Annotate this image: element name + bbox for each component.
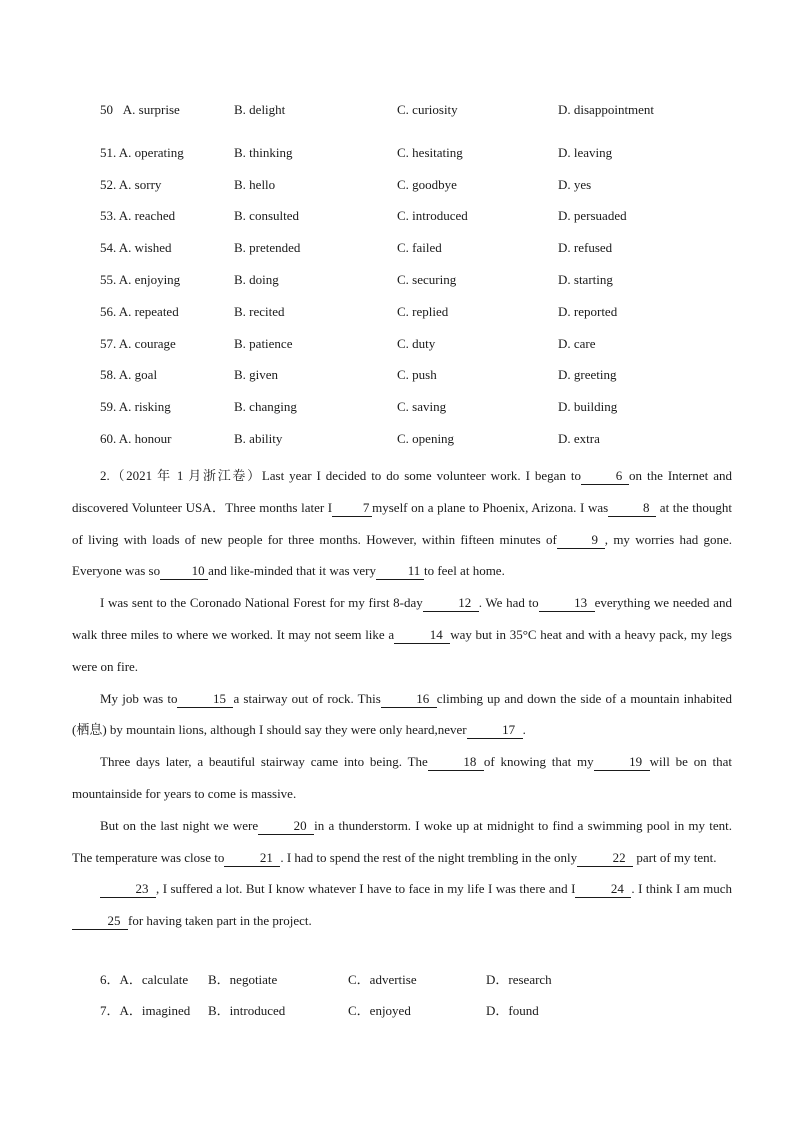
option-c: C．enjoyed <box>348 1003 411 1018</box>
option-d: D. extra <box>558 431 600 446</box>
option-a: A. enjoying <box>118 272 181 287</box>
option-c: C. securing <box>397 272 457 287</box>
question-number: 60. <box>100 431 117 446</box>
option-b: B. thinking <box>234 145 293 160</box>
blank-15: 15 <box>177 691 233 708</box>
blank-16: 16 <box>381 691 437 708</box>
option-a: A. operating <box>118 145 184 160</box>
option-row-6 <box>0 970 794 990</box>
option-row-59 <box>0 397 794 417</box>
question-number: 6． <box>100 972 120 987</box>
question-number: 54. <box>100 240 117 255</box>
option-d: D．found <box>486 1003 539 1018</box>
question-number: 52. <box>100 177 117 192</box>
option-a: A. wished <box>118 240 172 255</box>
blank-13: 13 <box>539 595 595 612</box>
option-a: A．imagined <box>119 1003 191 1018</box>
option-row-55 <box>0 270 794 290</box>
option-row-52 <box>0 175 794 195</box>
blank-23: 23 <box>100 881 156 898</box>
option-c: C. replied <box>397 304 449 319</box>
option-row-58 <box>0 365 794 385</box>
option-a: A. sorry <box>118 177 162 192</box>
option-c: C. hesitating <box>397 145 463 160</box>
blank-6: 6 <box>581 468 629 485</box>
paragraph-2: I was sent to the Coronado National Forest for my first 8-day 12 . We had to 13 everything we needed and walk three miles to where we worked. It may not seem like a 14 way but in 35°C heat and with a heavy pack, my legs were on fire. <box>72 595 732 674</box>
option-row-51 <box>0 143 794 163</box>
paragraph-1: 2.（2021 年 1 月浙江卷）Last year I decided to do some volunteer work. I began to 6 on the Internet and discovered Volunteer USA．Three months later I 7 myself on a plane to Phoenix, Arizona. I was 8 at the thought of living with loads of new people for three months. However, within fifteen minutes of 9 , my worries had gone. Everyone was so 10 and like-minded that it was very 11 to feel at home. <box>72 468 733 579</box>
option-d: D. persuaded <box>558 208 627 223</box>
blank-25: 25 <box>72 913 128 930</box>
option-c: C. introduced <box>397 208 468 223</box>
blank-14: 14 <box>394 627 450 644</box>
blank-12: 12 <box>423 595 479 612</box>
blank-10: 10 <box>160 563 208 580</box>
question-number: 58. <box>100 367 117 382</box>
option-b: B. hello <box>234 177 276 192</box>
option-d: D．research <box>486 972 552 987</box>
option-b: B. given <box>234 367 279 382</box>
option-c: C. duty <box>397 336 436 351</box>
option-d: D. reported <box>558 304 618 319</box>
question-number: 59. <box>100 399 117 414</box>
blank-8: 8 <box>608 500 656 517</box>
paragraph-5: But on the last night we were 20 in a thunderstorm. I woke up at midnight to find a swimming pool in my tent. The temperature was close to 21 . I had to spend the rest of the night trembling in the only 22 part of my tent. <box>72 817 732 865</box>
question-number: 56. <box>100 304 117 319</box>
option-c: C. curiosity <box>397 102 458 117</box>
option-row-50 <box>0 100 794 120</box>
blank-24: 24 <box>575 881 631 898</box>
option-b: B. consulted <box>234 208 299 223</box>
blank-7: 7 <box>332 500 372 517</box>
option-c: C. push <box>397 367 437 382</box>
option-a: A. surprise <box>122 102 180 117</box>
option-d: D. care <box>558 336 596 351</box>
option-c: C. goodbye <box>397 177 457 192</box>
paragraph-3: My job was to 15 a stairway out of rock. This 16 climbing up and down the side of a mountain inhabited (栖息) by mountain lions, although I should say they were only heard,never 17 . <box>72 690 733 738</box>
option-row-56 <box>0 302 794 322</box>
option-b: B．negotiate <box>208 972 278 987</box>
option-d: D. disappointment <box>558 102 655 117</box>
option-d: D. building <box>558 399 618 414</box>
question-number: 50 <box>100 102 113 117</box>
option-c: C. failed <box>397 240 442 255</box>
option-d: D. starting <box>558 272 613 287</box>
question-number: 51. <box>100 145 117 160</box>
option-row-53 <box>0 206 794 226</box>
option-d: D. greeting <box>558 367 617 382</box>
blank-18: 18 <box>428 754 484 771</box>
question-number: 55. <box>100 272 117 287</box>
option-b: B. doing <box>234 272 279 287</box>
blank-17: 17 <box>467 722 523 739</box>
blank-9: 9 <box>557 532 605 549</box>
option-d: D. yes <box>558 177 592 192</box>
option-a: A. repeated <box>118 304 179 319</box>
option-row-57 <box>0 334 794 354</box>
option-a: A. reached <box>118 208 176 223</box>
option-a: A. courage <box>118 336 176 351</box>
option-c: C. opening <box>397 431 455 446</box>
option-b: B. ability <box>234 431 283 446</box>
option-row-7 <box>0 1001 794 1021</box>
question-number: 7． <box>100 1003 120 1018</box>
option-a: A. risking <box>118 399 171 414</box>
blank-20: 20 <box>258 818 314 835</box>
option-a: A．calculate <box>119 972 189 987</box>
paragraph-4: Three days later, a beautiful stairway came into being. The 18 of knowing that my 19 will be on that mountainside for years to come is massive. <box>72 754 732 801</box>
question-number: 57. <box>100 336 117 351</box>
option-row-54 <box>0 238 794 258</box>
blank-11: 11 <box>376 563 424 580</box>
option-a: A. honour <box>118 431 172 446</box>
option-a: A. goal <box>118 367 158 382</box>
option-d: D. refused <box>558 240 613 255</box>
option-b: B. changing <box>234 399 297 414</box>
paragraph-6: 23 , I suffered a lot. But I know whatever I have to face in my life I was there and I 24 . I think I am much25 for having taken part in the project. <box>72 873 732 937</box>
option-d: D. leaving <box>558 145 613 160</box>
question-number: 53. <box>100 208 117 223</box>
blank-21: 21 <box>224 850 280 867</box>
option-c: C. saving <box>397 399 447 414</box>
option-c: C．advertise <box>348 972 417 987</box>
option-b: B. patience <box>234 336 293 351</box>
blank-22: 22 <box>577 850 633 867</box>
option-row-60 <box>0 429 794 449</box>
option-b: B. pretended <box>234 240 301 255</box>
cloze-passage <box>72 460 732 937</box>
option-b: B. delight <box>234 102 286 117</box>
blank-19: 19 <box>594 754 650 771</box>
option-b: B. recited <box>234 304 285 319</box>
option-b: B．introduced <box>208 1003 286 1018</box>
